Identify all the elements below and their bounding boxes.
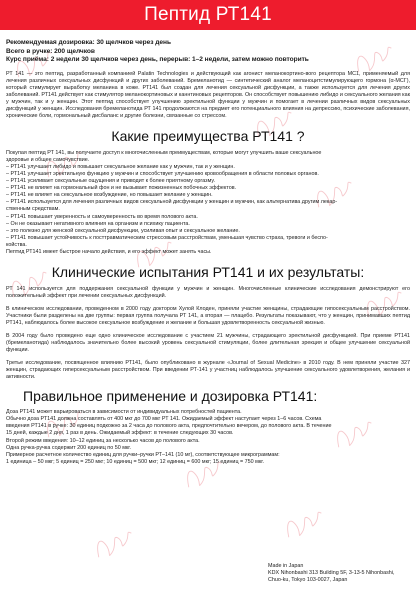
dosage-line: Одна ручка-ручка содержит 200 единиц по 50 мкг. xyxy=(6,444,132,451)
benefits-line: – РТ141 улучшает либидо и повышает сексуальное желание как у мужчин, так и у женщин. xyxy=(6,164,235,171)
benefits-line: койства. xyxy=(6,241,27,248)
intro-paragraph: РТ 141 — это пептид, разработанный компанией Palatin Technologies и действующий как агонист меланокортино-вого рецептора МС1, применяемый для лечения различных сексуальных дисфункций и других заболеваний. Бремеланотид — синтетический аналог меланоцитстимулирующего гормона (α-МСГ), который стимулирует выработку меланина в коже. РТ141 был создан для лечения сексуальной дисфункции, а также используется для лечения других заболеваний. РТ141 действует как стимулятор меланокортиновых и каннтиновых рецепторов. Он способствует повышению либидо и сексуального желания как у мужчин, так и у женщин. Этот пептид способствует улучшению эректильной функции у мужчин и помогает в лечении различных видов сексуальных дисфункций у женщин. Исследования бремеланотида РТ 141 продолжаются на предмет его потенциального влияния на депрессию, психические заболевания, хронические боли, гормональный дисбаланс и другие болезни, связанные со стрессом. xyxy=(6,70,410,120)
trials-heading: Клинические испытания РТ141 и их результаты: xyxy=(51,263,365,280)
benefits-line: – РТ141 улучшает эректильную функцию у мужчин и способствует улучшению кровообращения в области половых органов. xyxy=(6,171,319,178)
dosage-info xyxy=(0,30,416,65)
dosage-line: Доза РТ141 может варьироваться в зависимости от индивидуальных потребностей пациента. xyxy=(6,409,242,416)
dosage-recommended: Рекомендуемая дозировка: 30 щелчков через день xyxy=(6,39,171,46)
benefits-line: – РТ141 не влияет на гормональный фон и не вызывает пожизненных побочных эффектов. xyxy=(6,185,237,192)
benefits-list xyxy=(6,150,410,256)
main-content xyxy=(0,30,416,466)
address-line: KDX Nihonbashi 313 Building 5F, 3-13-5 Nihonbashi, xyxy=(268,570,395,577)
manufacturer-address xyxy=(268,563,394,585)
dosage-line: Примерное расчетное количество единиц для ручки–ручки РТ–141 (10 мг), соответствующее микрограммам: xyxy=(6,451,280,458)
benefits-line: – РТ141 усиливает сексуальные ощущения и приводит к более приятному оргазму. xyxy=(6,178,216,185)
trials-paragraph-1: РТ 141 используется для поддержания сексуальной функции у мужчин и женщин. Многочисленные клинические исследования демонстрируют его положительный эффект при лечении сексуальных дисфункций. xyxy=(6,285,410,299)
benefits-line: – РТ141 не влияет на сексуальное возбуждение, но повышает желание у женщин. xyxy=(6,192,213,199)
dosage-line: 15 дней, каждые 2 дня, 1 раз в день. Ожидаемый эффект: в течение следующих 30 часов. xyxy=(6,430,234,437)
benefits-line: – Он не оказывает негативного влияния на организм и психику пациента. xyxy=(6,220,190,227)
page-title: Пептид РТ141 xyxy=(144,4,272,25)
dosage-course: Курс приёма: 2 недели 30 щелчков через день, перерыв: 1–2 недели, затем можно повторить xyxy=(6,56,309,64)
dosage-heading: Правильное применение и дозировка РТ141: xyxy=(23,388,318,405)
benefits-line: здоровье и общее самочувствие. xyxy=(6,157,90,164)
address-line: Made in Japan xyxy=(268,563,304,569)
benefits-line: – РТ141 используется для лечения различных видов сексуальной дисфункции у женщин и мужчин, как альтернатива другим лекар- xyxy=(6,199,338,206)
benefits-line: – РТ141 повышает устойчивость к посттравматическим стрессовым расстройствам, уменьшая чувство страха, тревоги и беспо- xyxy=(6,234,328,241)
benefits-line: Пептид РТ141 имеет быстрое начало действия, и его эффект может занять часы. xyxy=(6,248,212,255)
dosage-total: Всего в ручке: 200 щелчков xyxy=(6,47,95,55)
benefits-line: ственным средствам. xyxy=(6,206,60,213)
trials-paragraph-3: В 2004 году было проведено еще одно клиническое исследование с участием 21 мужчины, страдающего эректильной дисфункцией. При приеме РТ141 (бремеланотида) наблюдалось значительно более высокий уровень сексуальной стимуляции, более длительная эрекция и общее улучшение сексуальной функции. xyxy=(6,333,410,354)
dosage-instructions xyxy=(6,409,410,465)
dosage-line: Второй режим введения: 10–12 единиц за несколько часов до полового акта. xyxy=(6,437,200,444)
watermark-stamp xyxy=(92,527,135,561)
trials-paragraph-2: В клиническом исследовании, проведенном в 2000 году доктором Хулой Клоден, приняли участие женщины, страдающие гипосексуальным расстройством. Участники были разделены на две группы: первая группа получала РТ 141, а вторая — плацебо. Результаты показывают, что у женщин, принимавших пептид РТ141, наблюдалось более высокое сексуальное возбуждение и желание и большая удовлетворенность сексуальной жизнью. xyxy=(6,305,410,326)
benefits-line: Покупая пептид РТ 141, вы получаете доступ к многочисленным преимуществам, которые могут улучшить ваше сексуальное xyxy=(6,150,322,157)
address-line: Chuo-ku, Tokyo 103-0027, Japan xyxy=(268,577,348,584)
benefits-heading: Какие преимущества РТ141 ? xyxy=(111,128,305,145)
benefits-line: – это полезно для женской сексуальной дисфункции, усиливая опыт и сексуальное желание. xyxy=(6,227,240,234)
watermark-stamp xyxy=(282,507,325,541)
benefits-line: – РТ141 повышает уверенность и самоуверенность во время полового акта. xyxy=(6,213,198,220)
dosage-line: 1 единица – 50 мкг; 5 единиц = 250 мкг; 10 единиц = 500 мкг; 12 единиц = 600 мкг; 15 единиц = 750 мкг. xyxy=(6,458,265,465)
dosage-line: введения РТ141 в ручке: 30 единиц подкожно за 2 часа до полового акта, предпочтительно вечером, до полового акта. В течение xyxy=(6,423,332,430)
trials-paragraph-4: Третье исследование, посвященное влиянию РТ141, было опубликовано в журнале «Journal of Sexual Medicine» в 2010 году. В нем приняли участие 327 женщин, страдающих гиперсексуальным расстройством. При введении РТ-141 у участниц наблюдалось улучшение сексуального удовлетворения, желания и активности. xyxy=(6,360,410,381)
dosage-line: Обычно доза РТ141 должна составлять от 400 мкг до 700 мкг РТ 141. Ожидаемый эффект наступает через 1–6 часов. Схема xyxy=(6,416,322,423)
title-banner xyxy=(0,0,416,30)
